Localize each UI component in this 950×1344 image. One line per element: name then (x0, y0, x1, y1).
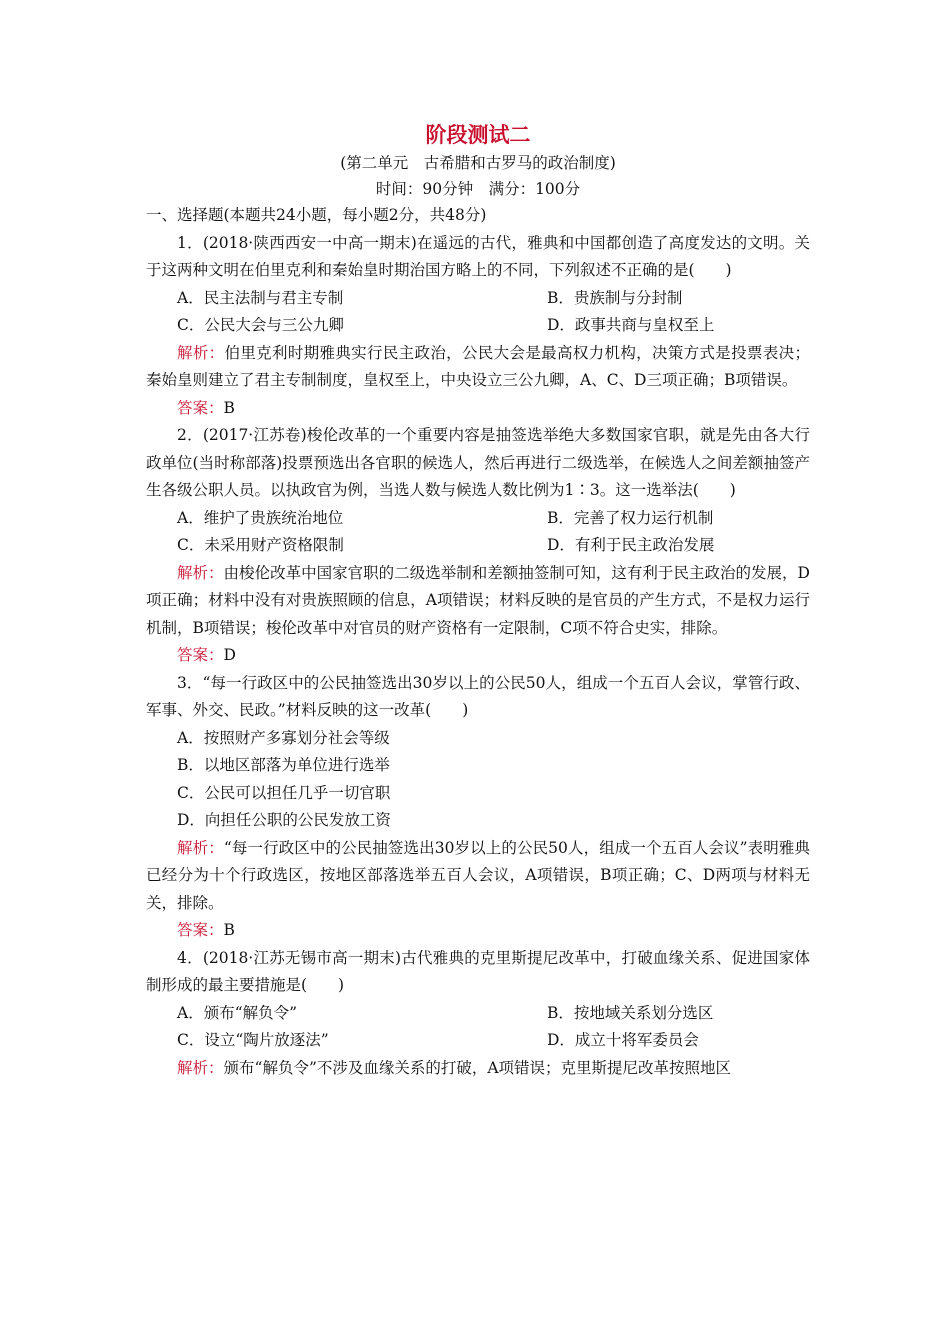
question-3-analysis-text: “每一行政区中的公民抽签选出30岁以上的公民50人，组成一个五百人会议”表明雅典已经分为十个行政选区，按地区部落选举五百人会议，A项错误，B项正确；C、D两项与材料无关，排除。 (146, 838, 810, 912)
question-2-option-c: C．未采用财产资格限制 (177, 536, 344, 554)
question-1-stem: 1．(2018·陕西西安一中高一期末)在遥远的古代，雅典和中国都创造了高度发达的文明。关于这两种文明在伯里克利和秦始皇时期治国方略上的不同，下列叙述不正确的是( ) (146, 233, 810, 279)
question-4-options-row-2 (146, 1027, 810, 1055)
question-4-analysis-text: 颁布“解负令”不涉及血缘关系的打破，A项错误；克里斯提尼改革按照地区 (223, 1058, 732, 1077)
question-2-analysis-text: 由梭伦改革中国家官职的二级选举制和差额抽签制可知，这有利于民主政治的发展，D项正确；材料中没有对贵族照顾的信息，A项错误；材料反映的是官员的产生方式，不是权力运行机制，B项错误；梭伦改革中对官员的财产资格有一定限制，C项不符合史实，排除。 (146, 563, 810, 637)
question-1-option-d: D．政事共商与皇权至上 (547, 316, 715, 334)
question-1-options-row-1 (146, 285, 810, 313)
analysis-label: 解析： (177, 563, 224, 582)
question-1-answer (146, 395, 810, 423)
answer-label: 答案： (177, 646, 224, 664)
answer-label: 答案： (177, 398, 224, 417)
question-1-option-a: A．民主法制与君主专制 (177, 288, 344, 307)
page-title: 阶段测试二 (425, 122, 531, 147)
question-2-answer (146, 642, 810, 670)
question-2-option-a: A．维护了贵族统治地位 (177, 508, 344, 527)
section-heading: 一、选择题(本题共24小题，每小题2分，共48分) (146, 206, 487, 224)
question-4-option-d: D．成立十将军委员会 (547, 1031, 699, 1049)
question-3-option-d: D．向担任公职的公民发放工资 (177, 811, 391, 829)
question-1-analysis (146, 340, 810, 395)
answer-label: 答案： (177, 921, 224, 939)
document-content (146, 120, 810, 1082)
question-1-option-c: C．公民大会与三公九卿 (177, 316, 344, 334)
question-2-analysis (146, 560, 810, 643)
question-2-options-row-2 (146, 532, 810, 560)
analysis-label: 解析： (177, 1058, 224, 1077)
question-3-stem: 3．“每一行政区中的公民抽签选出30岁以上的公民50人，组成一个五百人会议，掌管行政、军事、外交、民政。”材料反映的这一改革( ) (146, 673, 810, 719)
question-1-option-b: B．贵族制与分封制 (547, 288, 683, 307)
question-4-stem: 4．(2018·江苏无锡市高一期末)古代雅典的克里斯提尼改革中，打破血缘关系、促进国家体制形成的最主要措施是( ) (146, 948, 810, 994)
question-1-options-row-2 (146, 312, 810, 340)
question-4-option-c: C．设立“陶片放逐法” (177, 1031, 329, 1049)
question-4-analysis (146, 1055, 810, 1083)
analysis-label: 解析： (177, 343, 225, 362)
question-3-option-b: B．以地区部落为单位进行选举 (177, 756, 390, 774)
question-2-answer-value: D (223, 646, 236, 664)
question-3-option-c: C．公民可以担任几乎一切官职 (177, 783, 391, 802)
question-3-analysis (146, 835, 810, 918)
question-2-option-b: B．完善了权力运行机制 (547, 508, 714, 527)
question-1-analysis-text: 伯里克利时期雅典实行民主政治，公民大会是最高权力机构，决策方式是投票表决；秦始皇则建立了君主专制制度，皇权至上，中央设立三公九卿，A、C、D三项正确；B项错误。 (146, 343, 810, 389)
question-2-options-row-1 (146, 505, 810, 533)
question-2-option-d: D．有利于民主政治发展 (547, 536, 715, 554)
time-score-line: 时间：90分钟 满分：100分 (375, 180, 581, 198)
question-3-option-a: A．按照财产多寡划分社会等级 (177, 728, 390, 747)
question-1-answer-value: B (223, 398, 235, 417)
question-4-option-a: A．颁布“解负令” (177, 1003, 298, 1022)
page-subtitle: (第二单元 古希腊和古罗马的政治制度) (340, 154, 616, 172)
question-2-stem: 2．(2017·江苏卷)梭伦改革的一个重要内容是抽签选举绝大多数国家官职，就是先由各大行政单位(当时称部落)投票预选出各官职的候选人，然后再进行二级选举，在候选人之间差额抽签产生各级公职人员。以执政官为例，当选人数与候选人数比例为1∶3。这一选举法( ) (146, 426, 810, 499)
question-3-answer-value: B (223, 921, 235, 939)
analysis-label: 解析： (177, 838, 224, 857)
question-4-option-b: B．按地域关系划分选区 (547, 1003, 714, 1022)
question-3-answer (146, 917, 810, 945)
question-4-options-row-1 (146, 1000, 810, 1028)
